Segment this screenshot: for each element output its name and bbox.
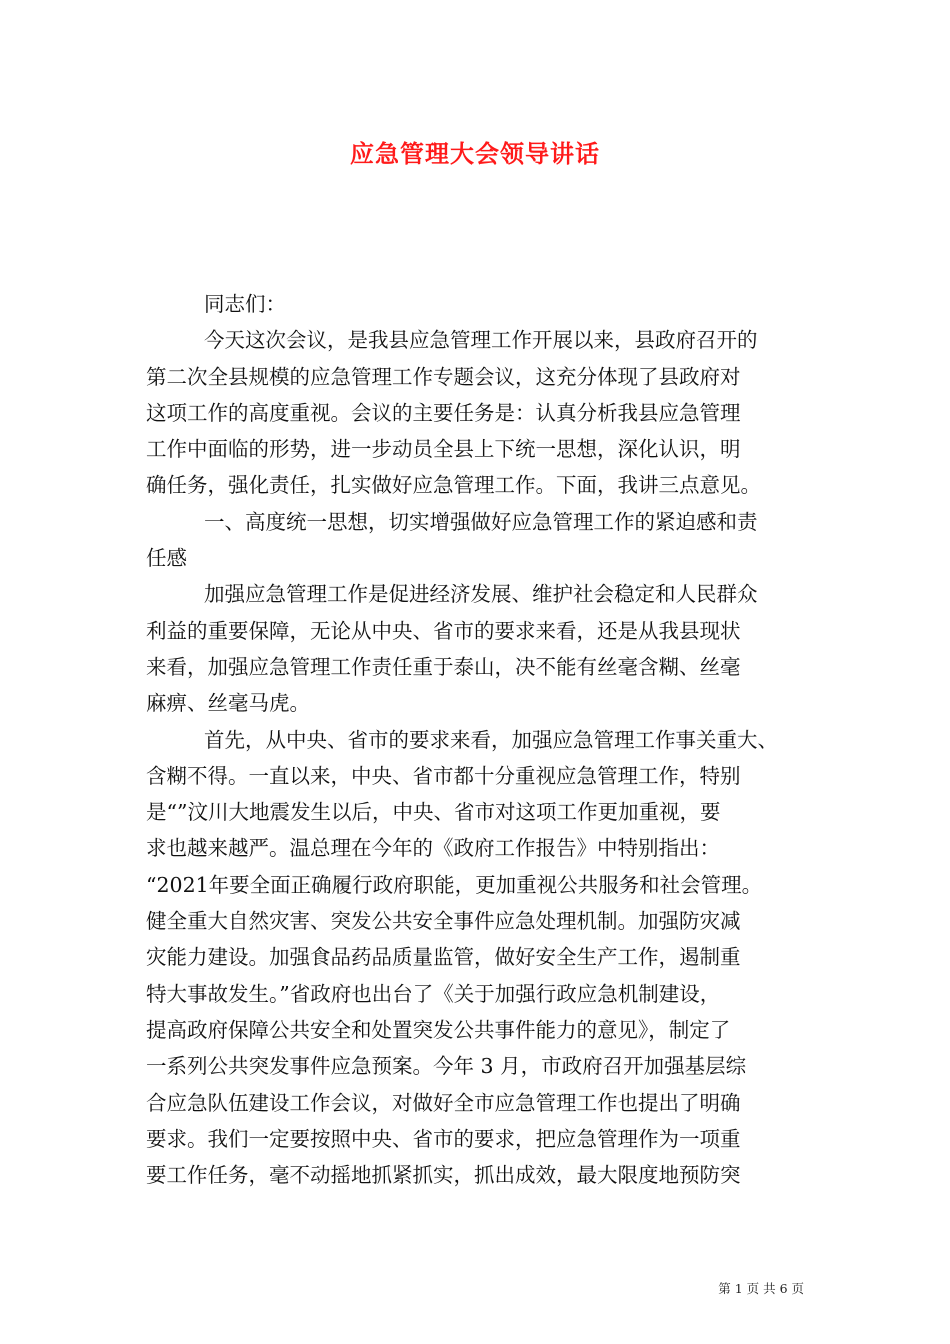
- paragraph-line: “2021年要全面正确履行政府职能，更加重视公共服务和社会管理。: [146, 872, 763, 897]
- paragraph-line: 一系列公共突发事件应急预案。今年 3 月，市政府召开加强基层综: [146, 1054, 747, 1079]
- paragraph-line: 麻痹、丝毫马虎。: [146, 691, 310, 716]
- paragraph-line: 工作中面临的形势，进一步动员全县上下统一思想，深化认识，明: [146, 437, 741, 462]
- paragraph-line: 利益的重要保障，无论从中央、省市的要求来看，还是从我县现状: [146, 618, 741, 643]
- paragraph-line: 首先，从中央、省市的要求来看，加强应急管理工作事关重大、: [204, 727, 778, 752]
- paragraph-line: 同志们：: [204, 292, 286, 316]
- document-title: 应急管理大会领导讲话: [350, 139, 600, 168]
- paragraph-line: 第二次全县规模的应急管理工作专题会议，这充分体现了县政府对: [146, 364, 741, 389]
- paragraph-line: 要求。我们一定要按照中央、省市的要求，把应急管理作为一项重: [146, 1126, 741, 1151]
- paragraph-line: 灾能力建设。加强食品药品质量监管，做好安全生产工作，遏制重: [146, 945, 741, 970]
- paragraph-line: 特大事故发生。”省政府也出台了《关于加强行政应急机制建设，: [146, 981, 721, 1006]
- page-footer: 第 1 页 共 6 页: [718, 1281, 804, 1296]
- paragraph-line: 一、高度统一思想，切实增强做好应急管理工作的紧迫感和责: [204, 509, 758, 534]
- paragraph-line: 提高政府保障公共安全和处置突发公共事件能力的意见》，制定了: [146, 1017, 731, 1042]
- paragraph-line: 要工作任务，毫不动摇地抓紧抓实，抓出成效，最大限度地预防突: [146, 1163, 741, 1188]
- paragraph-line: 合应急队伍建设工作会议，对做好全市应急管理工作也提出了明确: [146, 1090, 741, 1115]
- paragraph-line: 加强应急管理工作是促进经济发展、维护社会稳定和人民群众: [204, 582, 758, 607]
- paragraph-line: 任感: [146, 546, 187, 571]
- paragraph-line: 健全重大自然灾害、突发公共安全事件应急处理机制。加强防灾减: [146, 909, 741, 934]
- paragraph-line: 这项工作的高度重视。会议的主要任务是：认真分析我县应急管理: [146, 400, 741, 425]
- paragraph-line: 来看，加强应急管理工作责任重于泰山，决不能有丝毫含糊、丝毫: [146, 654, 741, 679]
- paragraph-line: 今天这次会议，是我县应急管理工作开展以来，县政府召开的: [204, 328, 758, 353]
- paragraph-line: 确任务，强化责任，扎实做好应急管理工作。下面，我讲三点意见。: [146, 473, 761, 498]
- document-body: [146, 286, 810, 1193]
- paragraph-line: 含糊不得。一直以来，中央、省市都十分重视应急管理工作，特别: [146, 763, 741, 788]
- paragraph-line: 求也越来越严。温总理在今年的《政府工作报告》中特别指出：: [146, 836, 720, 861]
- paragraph-line: 是“”汶川大地震发生以后，中央、省市对这项工作更加重视，要: [146, 800, 721, 825]
